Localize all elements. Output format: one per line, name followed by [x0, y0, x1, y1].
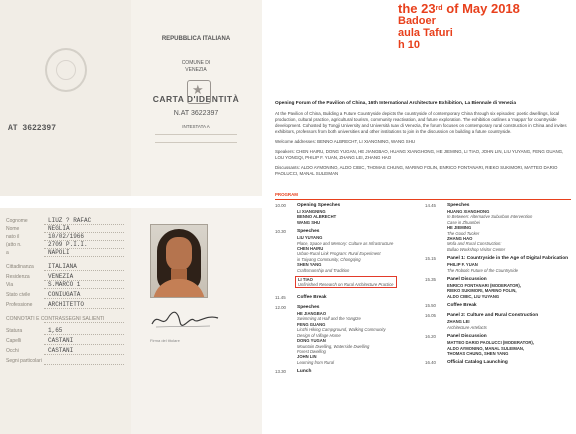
program-talk-title: Swimming at Half and the Yangtze [297, 316, 361, 322]
id-field-line [44, 256, 124, 257]
id-signature-label: Firma del titolare [150, 338, 180, 343]
id-field-label: Via [6, 282, 14, 288]
program-speaker: JOHN LIN [297, 354, 317, 360]
id-card-data-page [0, 208, 132, 434]
id-field-label: Residenza [6, 274, 30, 280]
program-left-column [275, 203, 417, 379]
id-field-line [44, 344, 124, 345]
event-date: the 23rd of May 2018 [398, 1, 520, 16]
program-heading: Speeches [447, 203, 470, 208]
id-intestata-label: INTESTATA A [182, 124, 210, 129]
program-speaker: CHEN HAIRU [297, 246, 324, 252]
program-entry [425, 203, 573, 252]
intro-welcome: Welcome addresses: BENNO ALBRECHT, LI XIANGNING, WANG SHU [275, 139, 416, 144]
event-date-block [398, 3, 573, 51]
program-entry [425, 360, 573, 366]
program-talk-title: Place, Space and Memory: Culture as Infrastructure [297, 240, 394, 246]
program-speaker: HE JIEMING [447, 225, 472, 231]
program-talk-title: Mountain Dwelling, Waterside Dwelling [297, 343, 370, 349]
program-speaker: FENG GUANG [297, 321, 326, 327]
program-talk-title: In Between: Alternative Suburban Intervention [447, 214, 533, 220]
id-field-value: 1,65 [48, 327, 63, 334]
program-heading: Panel Discussion [447, 334, 487, 340]
program-time: 15.35 [425, 277, 436, 283]
id-field-line [44, 308, 124, 309]
program-speaker: ALDO AYMONINO, MANAL SULEIMAN, [447, 345, 525, 351]
program-entry [275, 295, 417, 301]
program-talk-title: Unfinished Research on Rural Architecture Practice [298, 282, 394, 288]
id-country: REPUBBLICA ITALIANA [161, 36, 231, 42]
program-heading: Coffee Break [297, 295, 327, 301]
id-field-label: nato il [6, 234, 20, 240]
program-heading: Official Catalog Launching [447, 360, 508, 366]
id-field-label: Capelli [6, 338, 22, 344]
program-speaker: DONG YUGAN [297, 338, 326, 344]
program-time: 14.45 [425, 203, 436, 208]
program-entry [425, 303, 573, 309]
program-talk-title: The Good Tucker [447, 230, 480, 236]
id-field-value: CASTANI [48, 337, 74, 344]
signature-icon [150, 308, 220, 330]
event-intro [275, 101, 571, 181]
program-speaker: PHILIP F. YUAN [447, 262, 478, 268]
program-talk-title: Forest Dwelling [297, 348, 326, 354]
program-time: 10.30 [275, 229, 286, 235]
id-field-label: Professione [6, 302, 33, 308]
program-time: 16.05 [425, 313, 436, 319]
program-talk-title: Bullao Workshop Visitor Center [447, 246, 506, 252]
program-speaker: ENRICO FONTANARI (MODERATOR), [447, 283, 521, 289]
program-entry [275, 369, 417, 375]
id-field-label: Cognome [6, 218, 28, 224]
event-venue-line2: aula Tafuri [398, 27, 453, 39]
program-time: 15.50 [425, 303, 436, 309]
id-field-label: Statura [6, 328, 23, 334]
program-entry [275, 229, 417, 291]
program-heading: Speeches [297, 229, 320, 235]
intro-discussants: Discussants: ALDO AYMONINO, ALDO CIBIC, THOMAS CHUNG, MARINO FOLIN, ENRICO FONTANARI, RIEKO SUKIMORI, MATTEO DARIO PAOLUCCI, MANAL SULEIMAN [275, 165, 558, 176]
program-time: 16.40 [425, 360, 436, 366]
program-entry [425, 313, 573, 330]
id-field-value: 2709 P.I.I. [48, 241, 88, 248]
id-field-value: NEGLIA [48, 225, 70, 232]
id-divider [155, 142, 237, 143]
id-comune-city: VENEZIA [185, 67, 207, 73]
program-talk-title: Mofa and Rural Construction: [447, 241, 502, 247]
intro-paragraph: At the Pavilion of China, Building a Future Countryside depicts the countryside of contemporary China through six episodes: poetic dwellings, local production, cultural practice, agricultural tourism, community reactivation, and future exploration. The exhibition outlines a 'mappa' for countryside development. Cohosted by Tongji University and Università Iuav di Venezia, the forum focuses on contemporary rural construction in China and invites exhibitors, professors from both universities and other institutions to join in the discussion on building a future countryside. [275, 111, 567, 134]
program-speaker: WANG SHU [297, 219, 321, 225]
id-field-label: Occhi [6, 348, 19, 354]
id-field-value: VENEZIA [48, 273, 74, 280]
program-talk-title: Urban-Rural Link Program: Rural Experiment [297, 251, 381, 257]
program-entry [275, 203, 417, 225]
id-field-value: CONIUGATA [48, 291, 81, 298]
id-photo [150, 224, 208, 298]
intro-heading: Opening Forum of the Pavilion of China, 16th International Architecture Exhibition, La Biennale di Venezia [275, 101, 517, 106]
id-field-line [44, 322, 124, 323]
id-field-label: CONNOTATI E CONTRASSEGNI SALIENTI [6, 316, 105, 322]
program-talk-title: Learning from Rural [297, 359, 335, 365]
id-field-label: Stato civile [6, 292, 31, 298]
program-right-column [425, 203, 573, 370]
id-field-label: a [6, 250, 9, 256]
id-field-value: S.MARCO 1 [48, 281, 81, 288]
program-time: 15.15 [425, 256, 436, 262]
program-time: 16.20 [425, 334, 436, 340]
program-entry [275, 305, 417, 365]
id-field-value: 10/02/1966 [48, 233, 85, 240]
event-venue-line1: Badoer [398, 15, 436, 27]
program-talk-title: Craftsmanship and Tradition [297, 267, 350, 273]
program-time: 12.00 [275, 305, 286, 311]
program-speaker: ZHANG LEI [447, 319, 470, 325]
id-document-number: N.AT 3622397 [173, 110, 219, 117]
program-speaker: LIU YUYANG [297, 235, 323, 241]
highlighted-talk [295, 276, 397, 289]
program-talk-title: Linzhi Hiking Campground, Walking Community [297, 327, 386, 333]
id-field-line [44, 364, 124, 365]
program-heading: Coffee Break [447, 303, 477, 309]
program-entry [425, 334, 573, 356]
program-speaker: MATTEO DARIO PAOLUCCI (MODERATOR), [447, 340, 534, 346]
program-speaker: ZHANG HAO [447, 236, 473, 242]
program-heading: Lunch [297, 369, 312, 375]
id-field-line [44, 288, 124, 289]
id-divider [155, 134, 237, 135]
stamp-icon [45, 48, 87, 92]
program-speaker: LI TIAO [298, 276, 313, 282]
program-time: 13.30 [275, 369, 286, 375]
program-speaker: ALDO CIBIC, LIU YUYANG [447, 293, 500, 299]
program-heading: Opening Speeches [297, 203, 341, 208]
republic-emblem-icon [187, 80, 211, 104]
program-heading: Panel Discussion [447, 277, 487, 283]
id-field-label: Nome [6, 226, 20, 232]
id-field-label: Cittadinanza [6, 264, 34, 270]
id-field-label: (atto n. [6, 242, 22, 248]
intro-speakers: Speakers: CHEN HAIRU, DONG YUGAN, HE JIANGBAO, HUANG XIANGHONG, HE JIEMING, LI TIAO, JOHN LIN, LIU YUYANG, FENG GUANG, LOU YONGQI, PHILIP F. YUAN, ZHANG LEI, ZHANG HAO [275, 149, 564, 160]
id-field-value: NAPOLI [48, 249, 70, 256]
program-talk-title: Design of Village Home [297, 332, 341, 338]
id-field-label: Segni particolari [6, 358, 42, 364]
id-card-outer-scan [0, 0, 262, 196]
id-field-value: LIUZ ? RAFAC [48, 217, 92, 224]
id-field-line [44, 298, 124, 299]
id-card-inner-scan [0, 208, 262, 434]
id-comune-label: COMUNE DI [181, 60, 211, 66]
program-speaker: RIEKO SUKIMORI, MARINO FOLIN, [447, 288, 517, 294]
program-speaker: LI XIANGNING [297, 209, 326, 214]
program-speaker: HUANG XIANGHONG [447, 209, 490, 214]
program-entry [425, 277, 573, 299]
program-talk-title: in Taiyang Community, Chongqing [297, 256, 361, 262]
program-time: 11.45 [275, 295, 286, 301]
program-time: 10.00 [275, 203, 286, 208]
id-document-title: CARTA D'IDENTITÀ [152, 94, 240, 104]
program-talk-title: Architecture Artefacts [447, 324, 487, 330]
program-talk-title: Case in Zhuanbei [447, 219, 480, 225]
id-field-value: ITALIANA [48, 263, 77, 270]
id-field-line [44, 354, 124, 355]
program-talk-title: The Robotic Future of the Countryside [447, 267, 518, 273]
id-serial-number: AT 3622397 [8, 124, 57, 133]
id-field-value: ARCHITETTO [48, 301, 85, 308]
program-speaker: BENNO ALBRECHT [297, 214, 337, 220]
program-heading: Panel 2: Culture and Rural Construction [447, 313, 539, 319]
event-time: h 10 [398, 39, 421, 51]
program-speaker: THOMAS CHUNG, SHEN YANG [447, 350, 509, 356]
program-speaker: HE JIANGBAO [297, 311, 327, 317]
program-entry [425, 256, 573, 273]
program-heading: Speeches [297, 305, 320, 311]
program-speaker: SHEN YANG [297, 262, 322, 268]
id-field-value: CASTANI [48, 347, 74, 354]
id-field-line [44, 270, 124, 271]
id-field-line [44, 334, 124, 335]
program-title: PROGRAM [275, 192, 298, 197]
program-heading: Panel 1: Countryside in the Age of Digital Fabrication [447, 256, 569, 262]
program-divider [275, 199, 571, 200]
id-card-back-page [0, 0, 132, 196]
